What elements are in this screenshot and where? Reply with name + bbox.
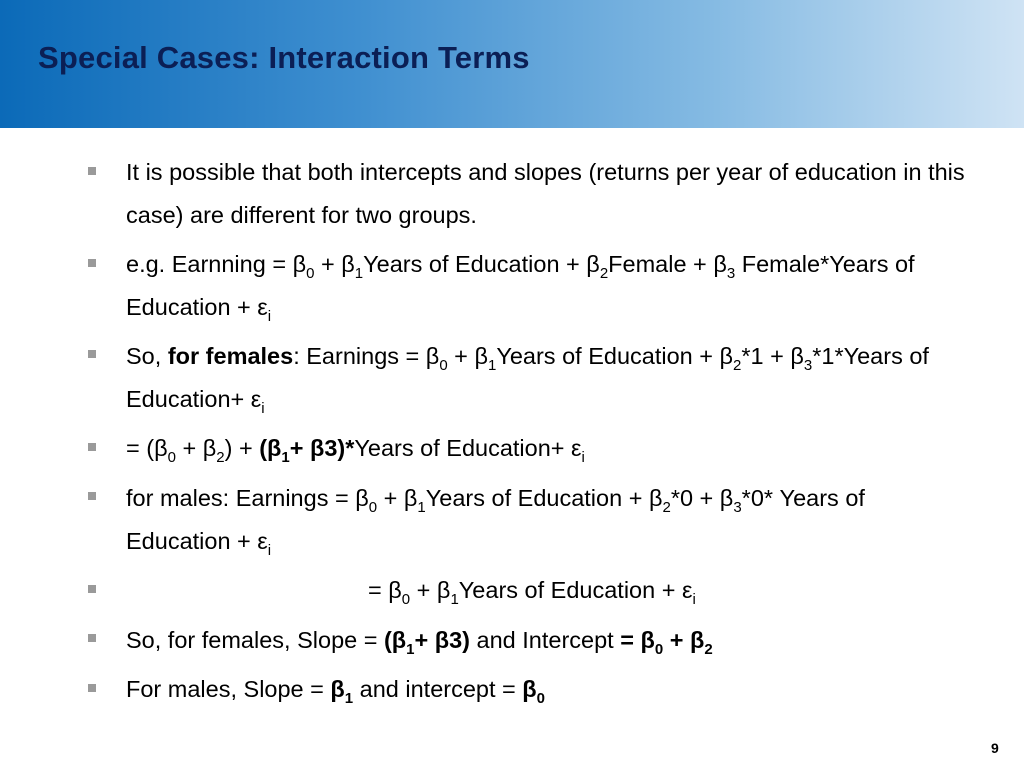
bullet-square-icon bbox=[88, 634, 96, 642]
bullet-square-icon bbox=[88, 350, 96, 358]
bullet-item-2: e.g. Earnning = $\beta_0$ + $\beta_1Years$ of Education + $\beta_2Female + \beta_3$ Female*Years of Education + $\varepsilon_i$ bbox=[126, 251, 915, 325]
bullet-item-8: For males, Slope = $\beta_1$ and intercept = $\beta_0$ bbox=[126, 676, 545, 707]
bullet-item-5: for males: Earnings = $\beta_0$ + $\beta_1Years$ of Education + $\beta_2*0 + \beta_3*0*$ Years of Education + $\varepsilon_i$ bbox=[126, 485, 865, 559]
bullet-item-3: So, for females: Earnings = $\beta_0$ + $\beta_1Years$ of Education + $\beta_2*1$ + $\beta_3*1*Years$ of Education+ $\varepsilon_i$ bbox=[126, 343, 929, 417]
bullet-item-7: So, for females, Slope = $(\beta_1+ \beta 3)$ and Intercept = $\beta_0 + \beta_2$ bbox=[126, 627, 713, 658]
bullet-square-icon bbox=[88, 443, 96, 451]
bullet-square-icon bbox=[88, 684, 96, 692]
page-number: 9 bbox=[991, 740, 999, 756]
title-banner bbox=[0, 0, 1024, 128]
slide-title: Special Cases: Interaction Terms bbox=[38, 40, 530, 75]
bullet-item-6: = $\beta_0$ + $\beta_1Years$ of Education + $\varepsilon_i$ bbox=[368, 577, 696, 608]
bullet-square-icon bbox=[88, 259, 96, 267]
bullet-square-icon bbox=[88, 492, 96, 500]
bullet-square-icon bbox=[88, 585, 96, 593]
bullet-square-icon bbox=[88, 167, 96, 175]
bullet-item-4: = $(\beta_0 + \beta_2) + (\beta_1+$ β3)*Years of Education+ $\varepsilon_i$ bbox=[126, 435, 585, 466]
bullet-item-1: It is possible that both intercepts and slopes (returns per year of education in this case) are different for two groups. bbox=[126, 159, 965, 228]
